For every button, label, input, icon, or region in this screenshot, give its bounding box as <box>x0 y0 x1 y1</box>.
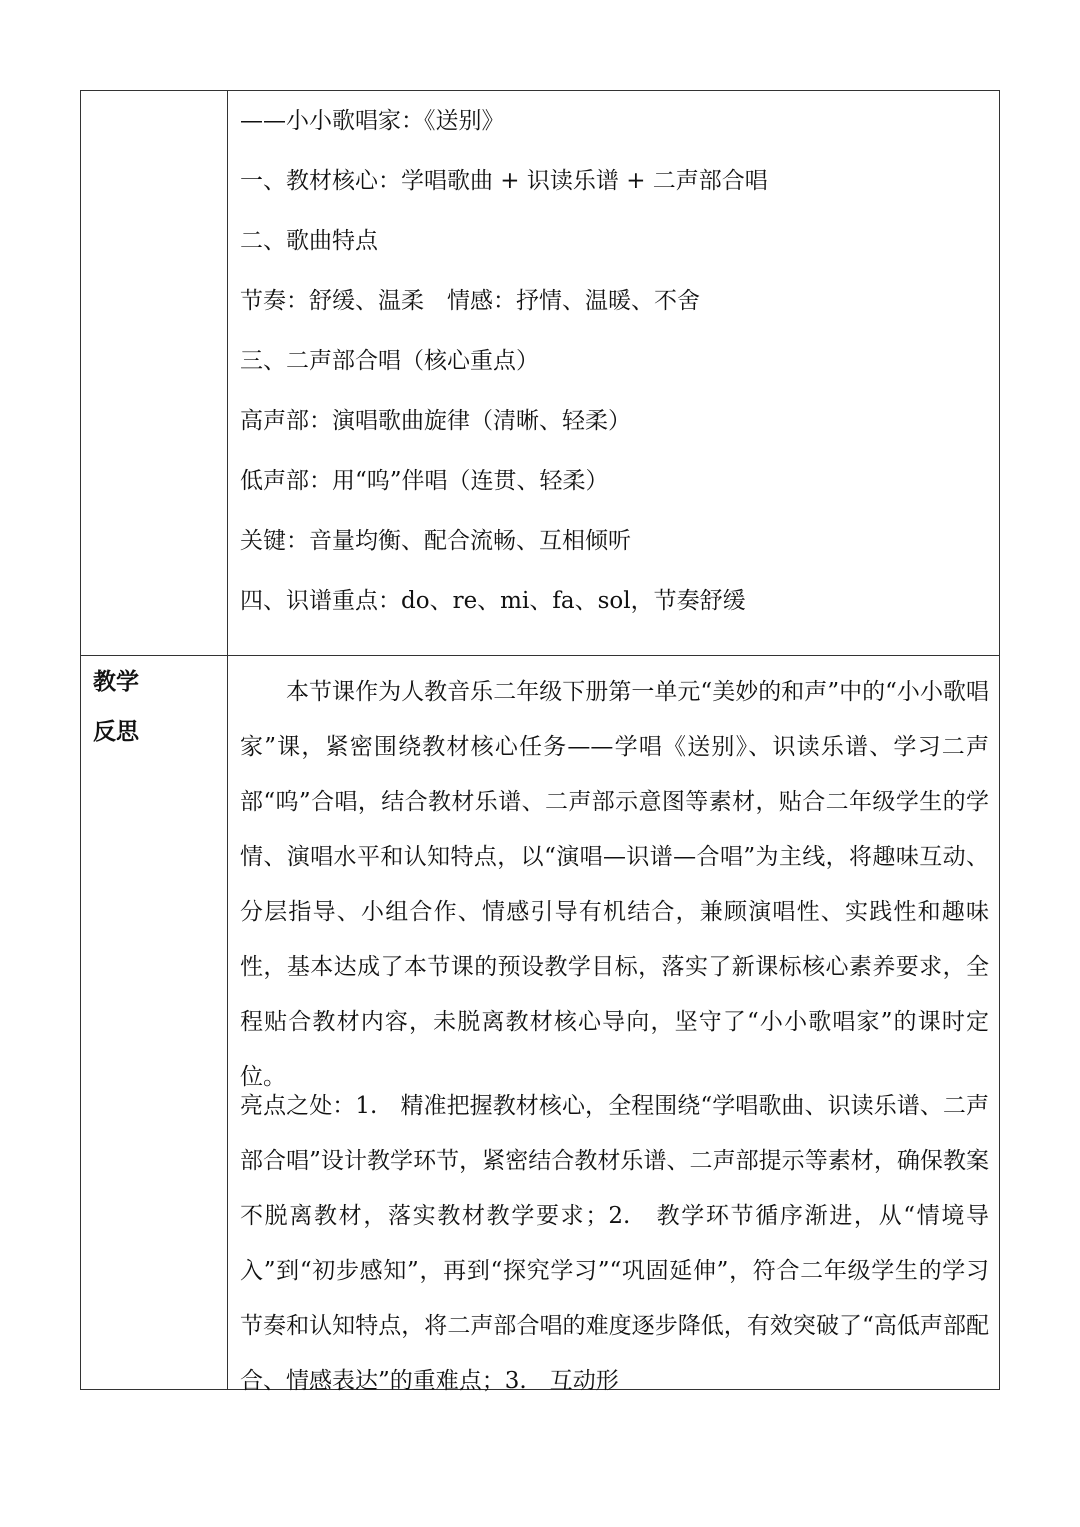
notes-line-chorus-heading: 三、二声部合唱（核心重点） <box>240 348 539 374</box>
notes-line-features-heading: 二、歌曲特点 <box>240 228 378 254</box>
notes-line-title: ——小小歌唱家：《送别》 <box>240 108 505 134</box>
reflection-content-cell <box>228 655 999 1394</box>
reflection-paragraph-summary: 本节课作为人教音乐二年级下册第一单元“美妙的和声”中的“小小歌唱家”课，紧密围绕教材核心任务——学唱《送别》、识读乐谱、学习二声部“呜”合唱，结合教材乐谱、二声部示意图等素材，贴合二年级学生的学情、演唱水平和认知特点，以“演唱—识谱—合唱”为主线，将趣味互动、分层指导、小组合作、情感引导有机结合，兼顾演唱性、实践性和趣味性，基本达成了本节课的预设教学目标，落实了新课标核心素养要求，全程贴合教材内容，未脱离教材核心导向，坚守了“小小歌唱家”的课时定位。 <box>240 679 989 1090</box>
notes-line-features: 节奏：舒缓、温柔 情感：抒情、温暖、不舍 <box>240 288 700 314</box>
notes-line-high-voice: 高声部：演唱歌曲旋律（清晰、轻柔） <box>240 408 631 434</box>
board-design-row <box>81 91 999 656</box>
reflection-row <box>81 655 999 1394</box>
notes-line-core: 一、教材核心：学唱歌曲 + 识读乐谱 + 二声部合唱 <box>240 168 768 194</box>
board-design-content-cell <box>228 91 999 655</box>
reflection-label-line1: 教学 <box>93 669 139 695</box>
reflection-label-cell <box>81 655 228 1389</box>
notes-line-low-voice: 低声部：用“呜”伴唱（连贯、轻柔） <box>240 468 609 494</box>
notes-line-key-points: 关键：音量均衡、配合流畅、互相倾听 <box>240 528 631 554</box>
lesson-table <box>80 90 1000 1394</box>
notes-line-notation: 四、识谱重点：do、re、mi、fa、sol，节奏舒缓 <box>240 588 746 614</box>
board-design-label-cell <box>81 91 228 655</box>
reflection-paragraph-highlights: 亮点之处：1. 精准把握教材核心，全程围绕“学唱歌曲、识读乐谱、二声部合唱”设计教学环节，紧密结合教材乐谱、二声部提示等素材，确保教案不脱离教材，落实教材教学要求；2. 教学环节循序渐进，从“情境导入”到“初步感知”，再到“探究学习”“巩固延伸”，符合二年级学生的学习节奏和认知特点，将二声部合唱的难度逐步降低，有效突破了“高低声部配合、情感表达”的重难点；3. 互动形 <box>240 1093 989 1394</box>
reflection-label-line2: 反思 <box>93 719 139 745</box>
